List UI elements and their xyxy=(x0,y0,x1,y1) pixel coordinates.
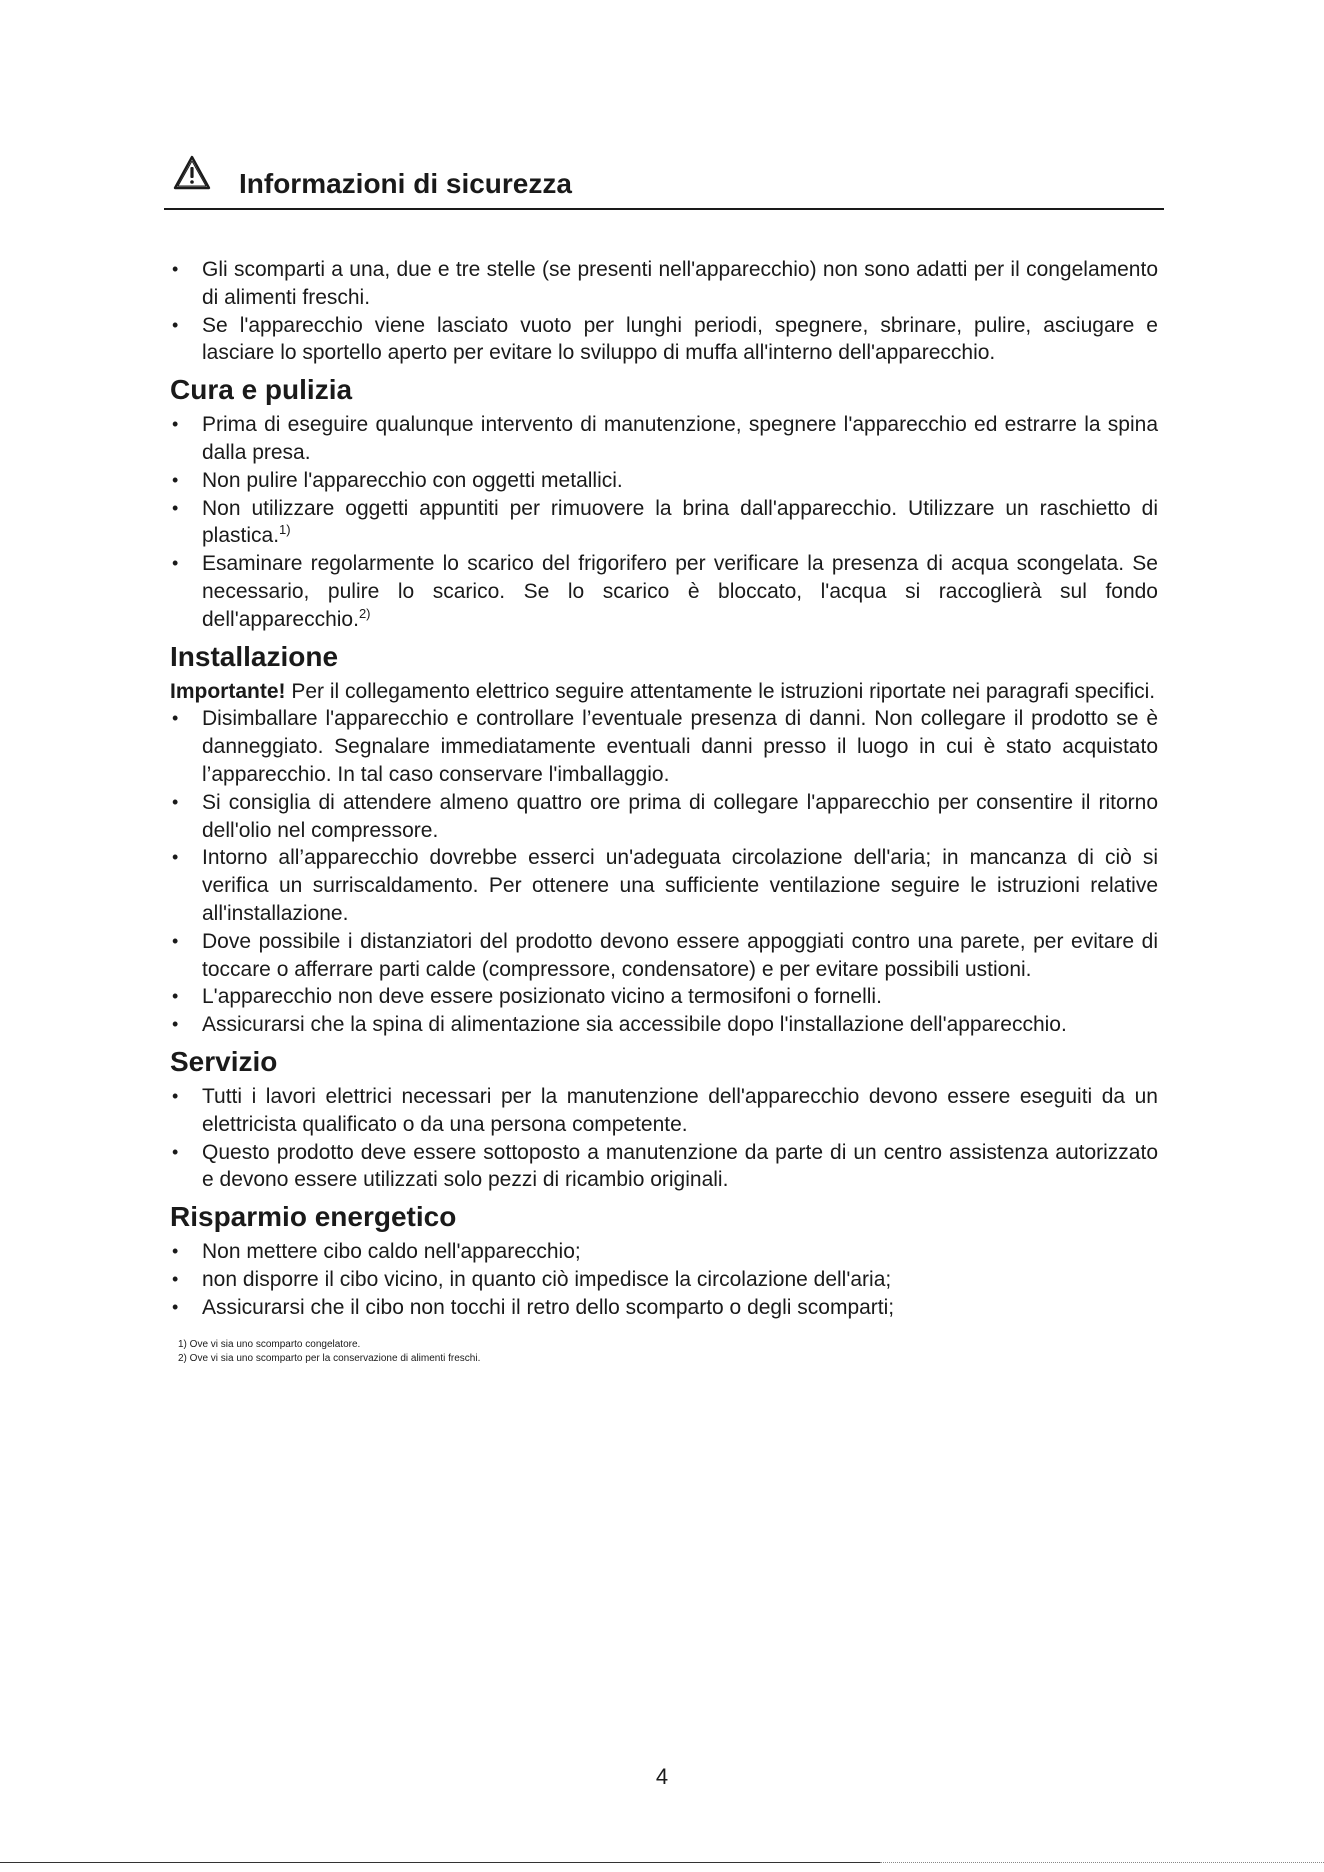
list-item: • Non mettere cibo caldo nell'apparecchio; xyxy=(170,1238,1158,1266)
section-title-care: Cura e pulizia xyxy=(170,374,353,406)
installation-intro xyxy=(170,678,1158,706)
list-item-text: Non pulire l'apparecchio con oggetti metallici. xyxy=(202,468,623,492)
installation-list xyxy=(170,705,1158,1039)
important-label: Importante! xyxy=(170,679,286,703)
content-body xyxy=(170,256,1158,1366)
section-title-service: Servizio xyxy=(170,1045,278,1077)
list-item: • Questo prodotto deve essere sottoposto a manutenzione da parte di un centro assistenza autorizzato e devono essere utilizzati solo pezzi di ricambio originali. xyxy=(170,1139,1158,1195)
bottom-divider xyxy=(0,1862,880,1863)
section-title-energy: Risparmio energetico xyxy=(170,1201,457,1233)
list-item: • Disimballare l'apparecchio e controllare l’eventuale presenza di danni. Non collegare il prodotto se è danneggiato. Segnalare immediatamente eventuali danni presso il luogo in cui è stato acquistato l’apparecchio. In tal caso conservare l'imballaggio. xyxy=(170,705,1158,788)
list-item: • Tutti i lavori elettrici necessari per la manutenzione dell'apparecchio devono essere eseguiti da un elettricista qualificato o da una persona competente. xyxy=(170,1083,1158,1139)
bottom-dotted-divider xyxy=(880,1862,1324,1863)
list-item: • Gli scomparti a una, due e tre stelle (se presenti nell'apparecchio) non sono adatti per il congelamento di alimenti freschi. xyxy=(170,256,1158,312)
list-item xyxy=(170,411,1158,467)
list-item: • Dove possibile i distanziatori del prodotto devono essere appoggiati contro una parete, per evitare di toccare o afferrare parti calde (compressore, condensatore) e per evitare possibili ustioni. xyxy=(170,928,1158,984)
section-header xyxy=(164,152,1164,210)
list-item: • Assicurarsi che la spina di alimentazione sia accessibile dopo l'installazione dell'apparecchio. xyxy=(170,1011,1158,1039)
list-item xyxy=(170,550,1158,633)
list-item: • Si consiglia di attendere almeno quattro ore prima di collegare l'apparecchio per consentire il ritorno dell'olio nel compressore. xyxy=(170,789,1158,845)
list-item: • Assicurarsi che il cibo non tocchi il retro dello scomparto o degli scomparti; xyxy=(170,1294,1158,1322)
list-item xyxy=(170,467,1158,495)
intro-text: Per il collegamento elettrico seguire attentamente le istruzioni riportate nei paragrafi specifici. xyxy=(285,679,1156,703)
list-item: • non disporre il cibo vicino, in quanto ciò impedisce la circolazione dell'aria; xyxy=(170,1266,1158,1294)
list-item: • L'apparecchio non deve essere posizionato vicino a termosifoni o fornelli. xyxy=(170,983,1158,1011)
footnote: 1) Ove vi sia uno scomparto congelatore. xyxy=(178,1338,361,1350)
footnote-marker: 2) xyxy=(358,605,371,621)
energy-list xyxy=(170,1238,1158,1321)
page-title: Informazioni di sicurezza xyxy=(239,168,572,199)
service-list xyxy=(170,1083,1158,1194)
footnote-marker: 1) xyxy=(279,522,291,538)
list-item xyxy=(170,495,1158,551)
safety-list xyxy=(170,256,1158,367)
list-item: • Intorno all’apparecchio dovrebbe esserci un'adeguata circolazione dell'aria; in mancanza di ciò si verifica un surriscaldamento. Per ottenere una sufficiente ventilazione seguire le istruzioni relative all'installazione. xyxy=(170,844,1158,927)
warning-triangle-icon xyxy=(172,154,212,192)
page-number: 4 xyxy=(655,1764,669,1789)
list-item-text: Non utilizzare oggetti appuntiti per rimuovere la brina dall'apparecchio. Utilizzare un raschietto di plastica. xyxy=(202,496,1158,548)
section-title-installation: Installazione xyxy=(170,640,339,672)
footnote: 2) Ove vi sia uno scomparto per la conservazione di alimenti freschi. xyxy=(178,1352,481,1364)
list-item: • Se l'apparecchio viene lasciato vuoto per lunghi periodi, spegnere, sbrinare, pulire, asciugare e lasciare lo sportello aperto per evitare lo sviluppo di muffa all'interno dell'apparecchio. xyxy=(170,312,1158,368)
list-item-text: Esaminare regolarmente lo scarico del frigorifero per verificare la presenza di acqua scongelata. Se necessario, pulire lo scarico. Se lo scarico è bloccato, l'acqua si raccoglierà sul fondo dell'apparecchio. xyxy=(202,552,1158,631)
list-item-text: Prima di eseguire qualunque intervento di manutenzione, spegnere l'apparecchio ed estrarre la spina dalla presa. xyxy=(202,413,1158,464)
care-list xyxy=(170,411,1158,633)
footnotes xyxy=(170,1338,1158,1366)
